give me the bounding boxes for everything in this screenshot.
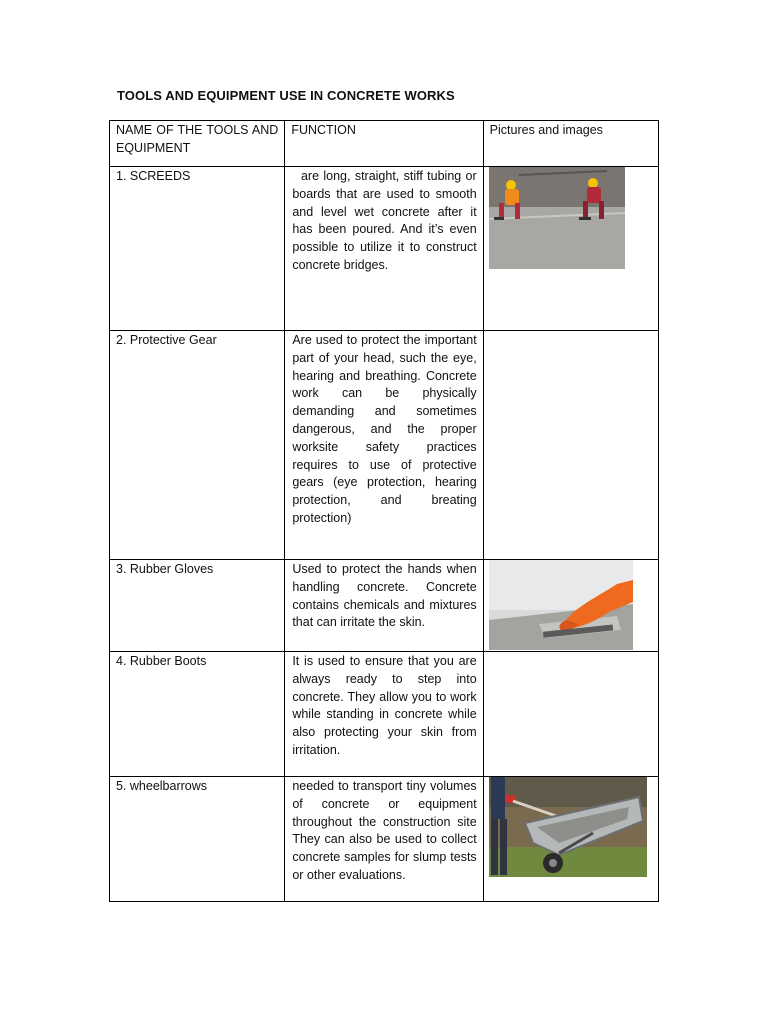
header-pictures: Pictures and images [489, 123, 603, 137]
tool-picture-cell [483, 167, 658, 331]
table-row [110, 652, 659, 777]
tool-name-cell [110, 331, 285, 560]
tool-function: needed to transport tiny volumes of concrete or equipment throughout the construction site They can also be used to collect concrete samples for slump tests or other evaluations. [292, 779, 477, 882]
header-function: FUNCTION [291, 123, 356, 137]
tool-function-cell [285, 331, 483, 560]
document-title: TOOLS AND EQUIPMENT USE IN CONCRETE WORKS [117, 88, 455, 103]
tool-name-cell [110, 777, 285, 902]
rubber-glove-image [489, 560, 633, 650]
tool-function: Used to protect the hands when handling concrete. Concrete contains chemicals and mixtures that can irritate the skin. [292, 562, 477, 630]
tool-name-cell [110, 652, 285, 777]
tool-name: 5. wheelbarrows [116, 779, 208, 793]
table-row [110, 331, 659, 560]
table-row [110, 167, 659, 331]
tool-function-cell [285, 652, 483, 777]
tool-name: 1. SCREEDS [116, 169, 191, 183]
tool-picture-cell [483, 652, 658, 777]
tool-function: are long, straight, stiff tubing or boards that are used to smooth and level wet concrete after it has been poured. And it’s even possible to utilize it to construct concrete bridges. [292, 169, 481, 272]
wheelbarrow-image [489, 777, 647, 877]
tool-name: 2. Protective Gear [116, 333, 217, 347]
header-name: NAME OF THE TOOLS AND EQUIPMENT [116, 123, 279, 155]
tool-name-cell [110, 560, 285, 652]
tool-function-cell [285, 167, 483, 331]
tool-name: 3. Rubber Gloves [116, 562, 214, 576]
tools-table [109, 120, 659, 902]
screed-workers-image [489, 167, 625, 269]
tool-function-cell [285, 777, 483, 902]
tool-function: Are used to protect the important part of your head, such the eye, hearing and breathing. Concrete work can be physically demanding and sometimes dangerous, and the proper worksite safety practices requires to use of protective gears (eye protection, hearing protection, and breating protection) [292, 333, 477, 525]
tool-picture-cell [483, 560, 658, 652]
table-row [110, 560, 659, 652]
header-pictures-cell [483, 121, 658, 167]
table-row [110, 777, 659, 902]
tool-function: It is used to ensure that you are always ready to step into concrete. They allow you to work while standing in concrete while also protecting your skin from irritation. [292, 654, 477, 757]
tool-picture-cell [483, 777, 658, 902]
header-name-cell [110, 121, 285, 167]
tool-name-cell [110, 167, 285, 331]
tool-picture-cell [483, 331, 658, 560]
tool-name: 4. Rubber Boots [116, 654, 207, 668]
header-function-cell [285, 121, 483, 167]
table-header-row [110, 121, 659, 167]
tool-function-cell [285, 560, 483, 652]
